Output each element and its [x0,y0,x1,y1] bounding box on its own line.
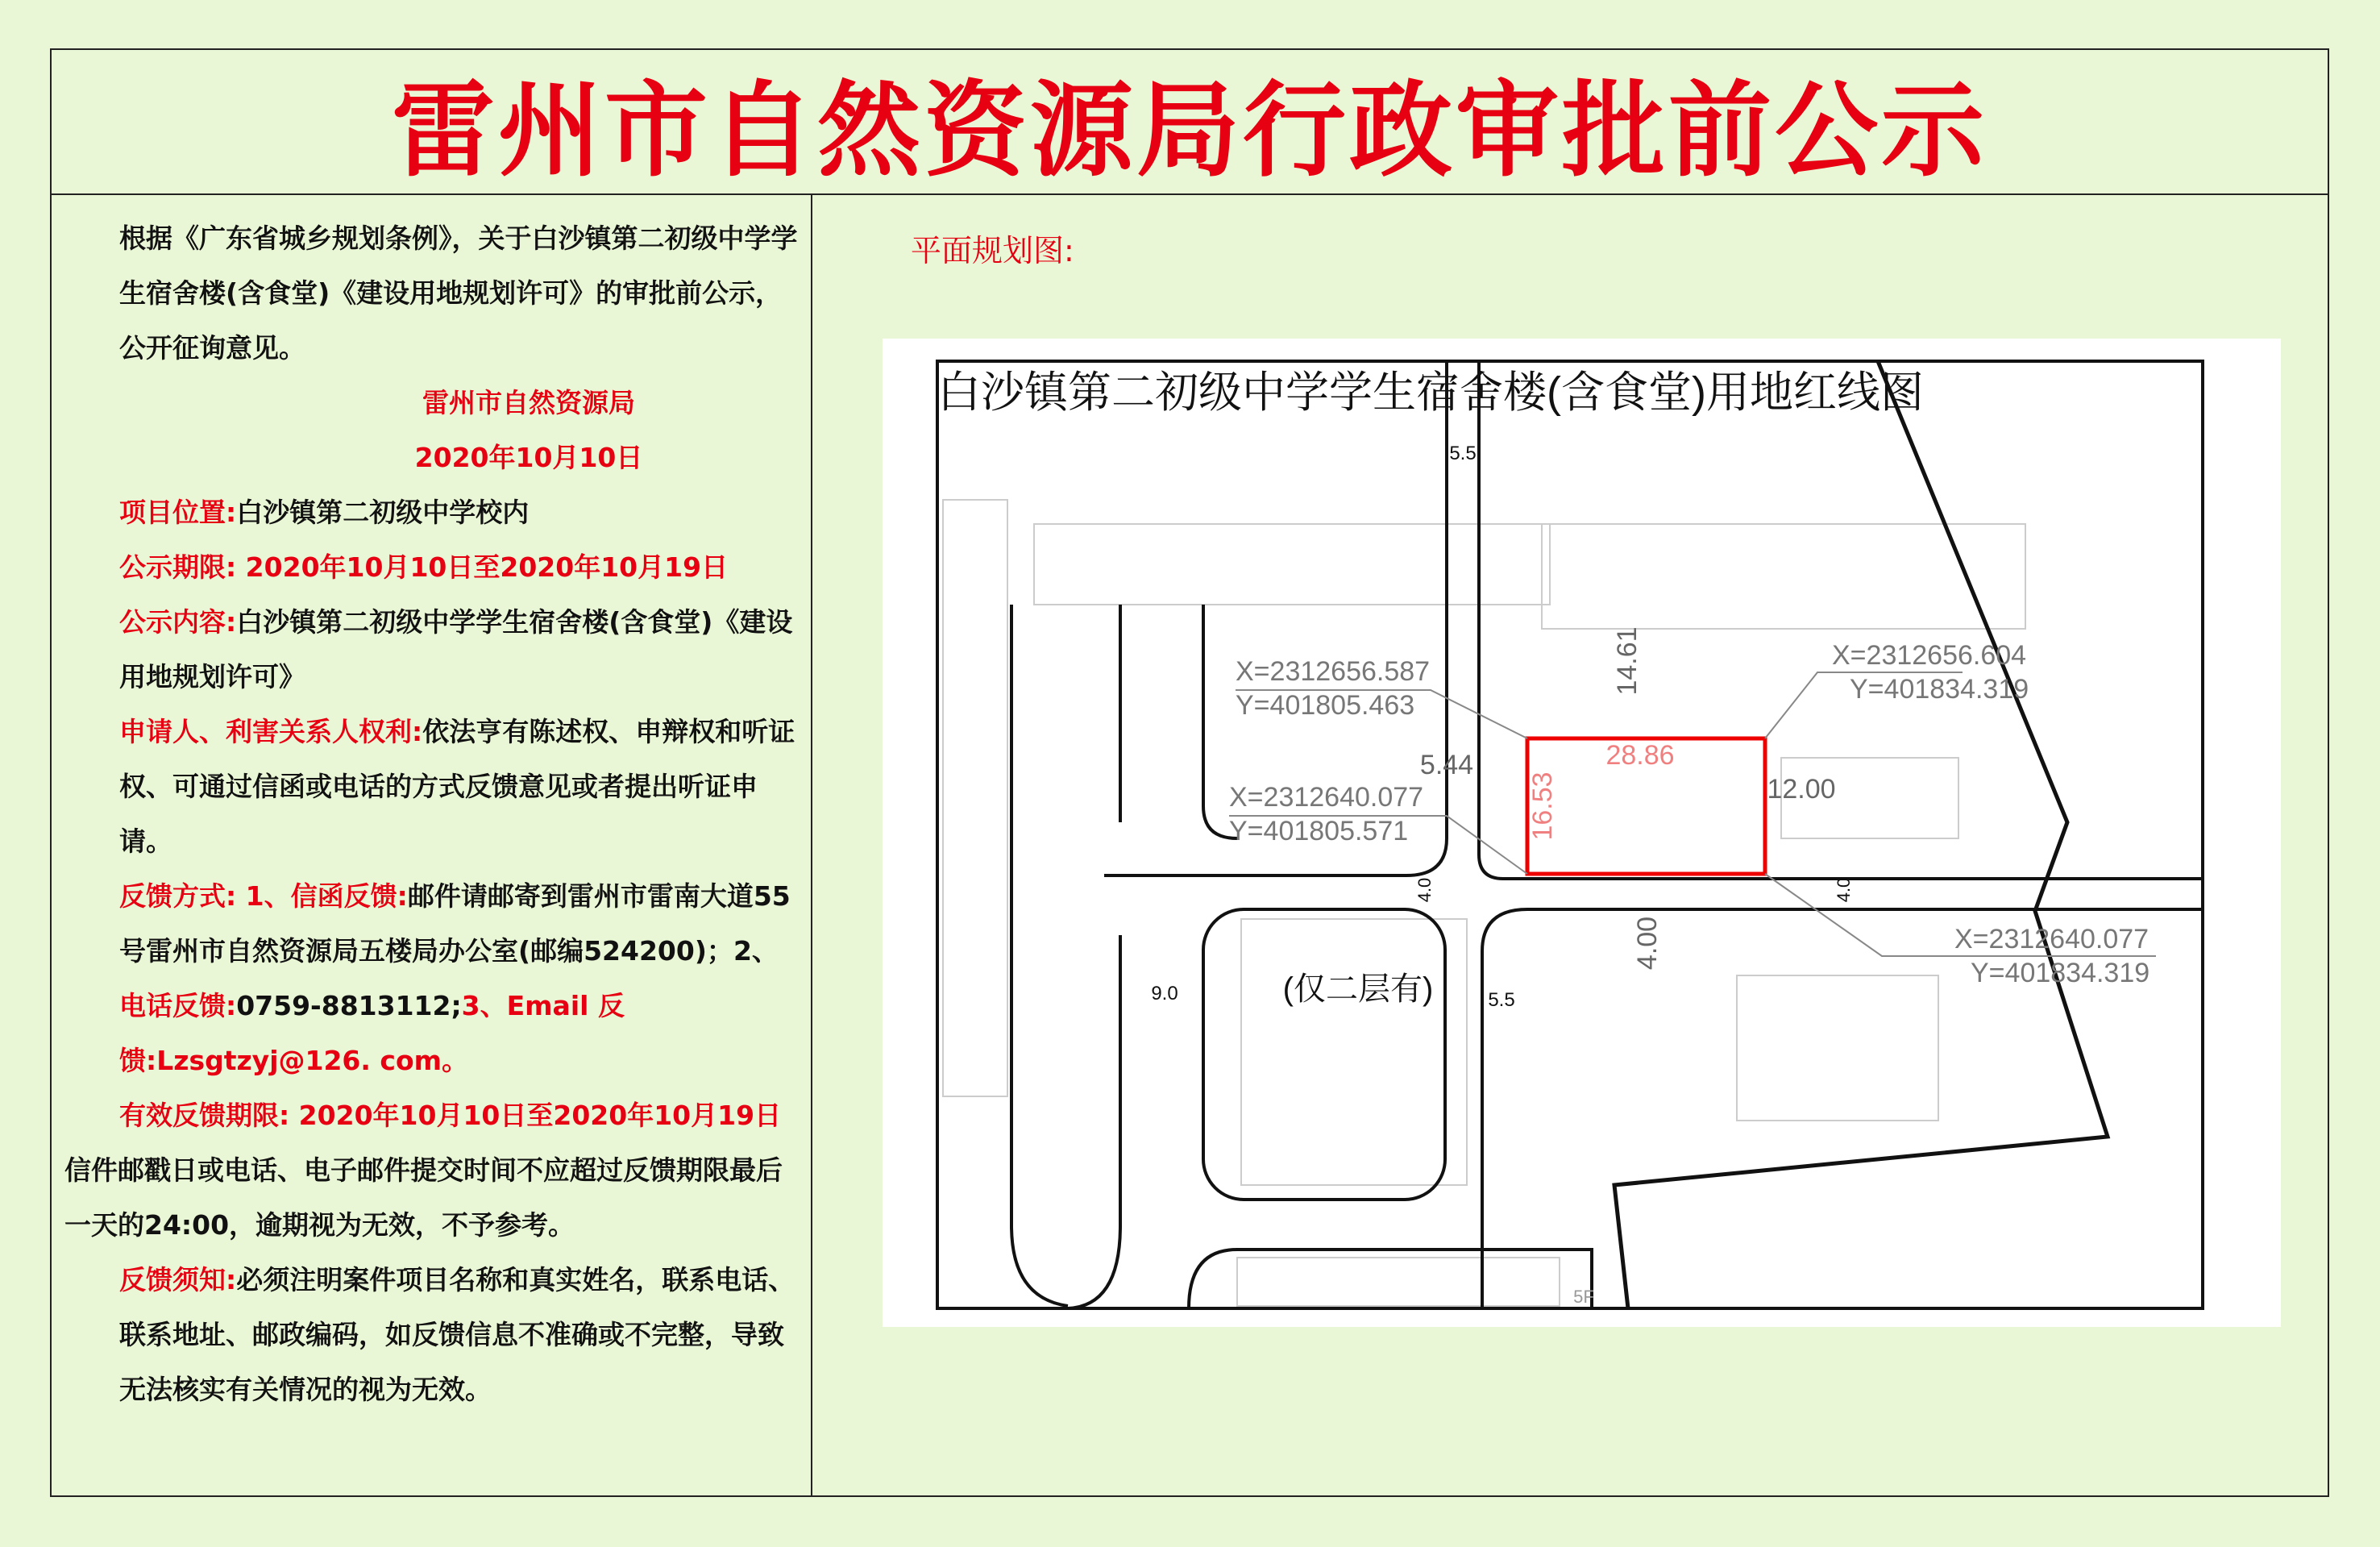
building-outline [1237,1258,1560,1306]
issue-date: 2020年10月10日 [414,442,643,473]
road-edge [1479,363,2204,879]
building-block [1203,909,1445,1200]
notice-period: 公示期限: 2020年10月10日至2020年10月19日 [119,551,729,583]
feedback-notice-value: 必须注明案件项目名称和真实姓名，联系电话、联系地址、邮政编码，如反馈信息不准确或不完整，导致无法核实有关情况的视为无效。 [119,1264,795,1405]
project-location [64,485,800,540]
rights-label: 申请人、利害关系人权利: [119,716,423,747]
dim-north-gap: 14.61 [1612,626,1643,696]
coord-sw-y: Y=401805.571 [1229,816,1409,846]
rights-paragraph [64,705,800,869]
coord-nw-y: Y=401805.463 [1236,690,1415,721]
feedback-methods [64,869,800,1088]
title-divider [52,193,2328,195]
site-plan-drawing [883,339,2281,1327]
feedback-notice [64,1253,800,1417]
dim-road-left: 4.0 [1414,877,1435,903]
dim-south-road: 4.00 [1632,916,1663,971]
project-location-value: 白沙镇第二初级中学校内 [236,497,530,528]
page-title: 雷州市自然资源局行政审批前公示 [391,71,1987,191]
email-feedback-label: 3、Email 反馈: [119,990,625,1076]
phone-feedback-prefix: 2、 [733,935,779,967]
project-location-label: 项目位置: [119,497,237,528]
feedback-method-label: 反馈方式: 1、信函反馈: [119,880,408,912]
drawing-border [937,361,2203,1308]
site-plan-svg [883,339,2281,1327]
column-divider [811,193,812,1495]
site-boundary-line [1614,361,2108,1308]
building-floors-label: 5F [1573,1287,1594,1307]
coord-se-x: X=2312640.077 [1954,924,2149,954]
building-outline [1034,524,1550,605]
email-address: Lzsgtzyj@126. com。 [156,1045,469,1076]
phone-feedback-label: 电话反馈: [119,990,237,1021]
drawing-title: 白沙镇第二初级中学学生宿舍楼(含食堂)用地红线图 [937,368,1924,417]
dim-east-gap: 12.00 [1767,774,1836,805]
dim-plot-width: 28.86 [1605,740,1675,771]
mail-feedback-value: 邮件请邮寄到雷州市雷南大道55号雷州市自然资源局五楼局办公室(邮编524200)； [119,880,791,967]
building-outline [943,500,1007,1096]
dim-top-road: 5.5 [1449,443,1477,464]
dim-west-gap: 5.44 [1419,750,1474,780]
road-edge [1068,935,1120,1308]
notice-content [64,595,800,705]
valid-feedback-period: 有效反馈期限: 2020年10月10日至2020年10月19日 [119,1100,782,1131]
background-buildings [943,500,2025,1306]
dim-road-right: 4.0 [1834,877,1854,903]
coord-se-y: Y=401834.319 [1971,958,2150,988]
dim-plot-height: 16.53 [1527,771,1558,841]
notice-content-value: 白沙镇第二初级中学学生宿舍楼(含食堂)《建设用地规划许可》 [119,606,793,692]
second-floor-only-note: (仅二层有) [1282,971,1434,1007]
valid-feedback-rule: 信件邮戳日或电话、电子邮件提交时间不应超过反馈期限最后一天的24:00，逾期视为无效，不予参考。 [64,1154,783,1241]
dim-middle-road: 5.5 [1488,989,1515,1011]
feedback-notice-label: 反馈须知: [119,1264,237,1295]
notice-text-column [64,211,800,1417]
road-edge [1011,605,1068,1306]
dim-west-road: 9.0 [1151,983,1178,1004]
road-lines [1011,363,2204,1308]
intro-paragraph: 根据《广东省城乡规划条例》，关于白沙镇第二初级中学学生宿舍楼(含食堂)《建设用地规划许可》的审批前公示，公开征询意见。 [119,222,798,364]
corner-coordinates [1229,640,2149,988]
rights-value: 依法亨有陈述权、申辩权和听证权、可通过信函或电话的方式反馈意见或者提出听证申请。 [119,716,795,857]
building-outline [1241,919,1467,1185]
notice-content-label: 公示内容: [119,606,237,638]
coord-nw-x: X=2312656.587 [1236,656,1431,687]
coord-ne-x: X=2312656.604 [1832,640,2027,671]
plan-label: 平面规划图: [911,233,1074,268]
coord-ne-y: Y=401834.319 [1850,674,2029,705]
issuer-name: 雷州市自然资源局 [422,387,635,418]
coord-sw-x: X=2312640.077 [1229,782,1424,813]
building-outline [1737,975,1938,1121]
phone-number: 0759-8813112; [236,990,462,1021]
